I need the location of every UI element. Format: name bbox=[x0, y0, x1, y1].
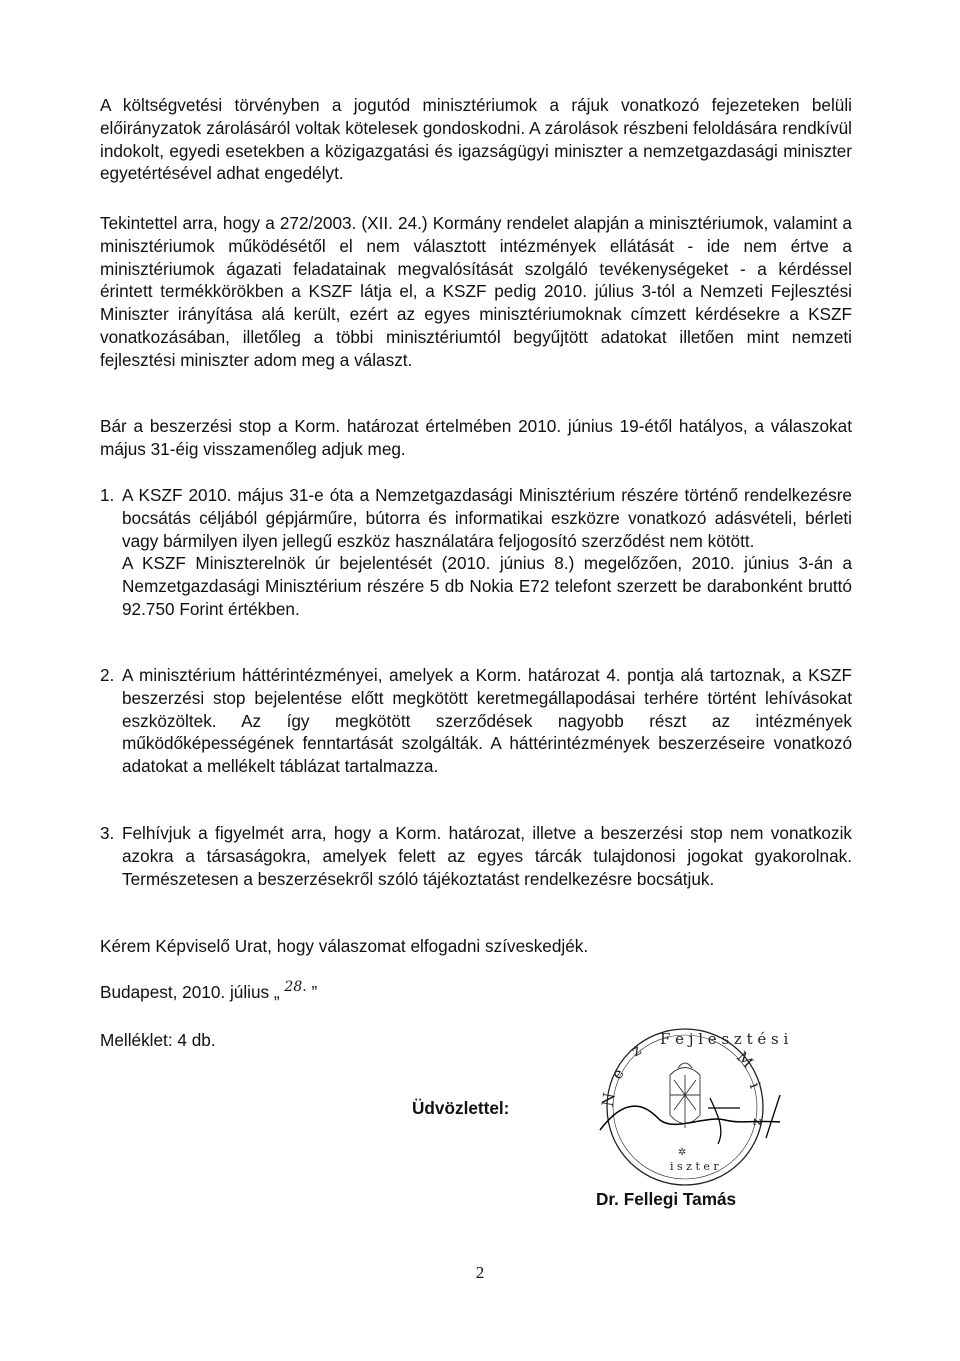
svg-text:e: e bbox=[607, 1065, 628, 1083]
svg-text:✲: ✲ bbox=[678, 1147, 687, 1158]
list-item-number: 2. bbox=[100, 665, 115, 685]
list-item-text: A KSZF 2010. május 31-e óta a Nemzetgazdasági Minisztérium részére történő rendelkezésre bocsátás céljából gépjárműre, bútorra és informatikai eszközre vonatkozó adásvételi, bérleti vagy bármilyen ilyen jellegű eszköz használatára feljogosító szerződést nem kötött. bbox=[122, 485, 852, 551]
date-line bbox=[100, 981, 317, 1006]
svg-text:F e j l e s z t é s i: F e j l e s z t é s i bbox=[660, 1030, 789, 1048]
paragraph-purchase-stop: Bár a beszerzési stop a Korm. határozat értelmében 2010. június 19-étől hatályos, a válaszokat május 31-éig visszamenőleg adjuk meg. bbox=[100, 416, 852, 459]
date-prefix: Budapest, 2010. július „ bbox=[100, 982, 280, 1002]
official-stamp-with-signature bbox=[590, 1020, 790, 1190]
list-item-text: Felhívjuk a figyelmét arra, hogy a Korm. határozat, illetve a beszerzési stop nem vonatkozik azokra a társaságokra, amelyek felett az egyes tárcák tulajdonosi jogokat gyakorolnak. Természetesen a beszerzésekről szóló tájékoztatást rendelkezésre bocsátjuk. bbox=[122, 823, 852, 889]
svg-text:i s z t e r: i s z t e r bbox=[670, 1160, 719, 1173]
svg-text:z: z bbox=[628, 1040, 645, 1061]
list-item-text: A minisztérium háttérintézményei, amelyek a Korm. határozat 4. pontja alá tartoznak, a KSZF beszerzési stop bejelentése előtt megkötött keretmegállapodásai terhére történt lehívásokat eszközöltek. Az így megkötött szerződések nagyobb részt az intézmények működőképességének fenntartását szolgálták. A háttérintézmények beszerzéseire vonatkozó adatokat a mellékelt táblázat tartalmazza. bbox=[122, 665, 852, 777]
svg-text:N: N bbox=[597, 1091, 620, 1109]
list-item-number: 3. bbox=[100, 823, 115, 843]
paragraph-budget-law: A költségvetési törvényben a jogutód minisztériumok a rájuk vonatkozó fejezeteken belüli előirányzatok zárolásáról voltak kötelesek gondoskodni. A zárolások részbeni feloldására rendkívül indokolt, egyedi esetekben a közigazgatási és igazságügyi miniszter a nemzetgazdasági miniszter egyetértésével adhat engedélyt. bbox=[100, 95, 852, 184]
list-item-3 bbox=[100, 822, 852, 890]
date-day-handwritten: 28. bbox=[284, 979, 307, 995]
svg-text:z: z bbox=[749, 1117, 767, 1127]
closing-request: Kérem Képviselő Urat, hogy válaszomat elfogadni szíveskedjék. bbox=[100, 936, 589, 956]
list-item-number: 1. bbox=[100, 485, 115, 505]
signer-name: Dr. Fellegi Tamás bbox=[596, 1189, 737, 1209]
page-number: 2 bbox=[475, 1263, 485, 1282]
svg-text:i: i bbox=[745, 1080, 765, 1091]
list-item-2 bbox=[100, 664, 852, 778]
paragraph-ksz-responsibility: Tekintettel arra, hogy a 272/2003. (XII. 24.) Kormány rendelet alapján a minisztériumok, valamint a minisztériumok működésétől el nem választott intézmények ellátását - ide nem értve a minisztériumok ágazati feladatainak megvalósítását szolgáló tevékenységeket - a kérdéssel érintett termékkörökben a KSZF látja el, a KSZF pedig 2010. július 3-tól a Nemzeti Fejlesztési Miniszter irányítása alá került, ezért az egyes minisztériumoknak címzett kérdésekre a KSZF vonatkozásában, illetőleg a többi minisztériumtól begyűjtött adatokat illetően mint nemzeti fejlesztési miniszter adom meg a választ. bbox=[100, 213, 852, 370]
date-suffix: ” bbox=[311, 982, 318, 1002]
svg-text:M: M bbox=[733, 1047, 757, 1072]
list-item-1 bbox=[100, 484, 852, 621]
greeting: Üdvözlettel: bbox=[412, 1098, 510, 1118]
list-item-text-continued: A KSZF Miniszterelnök úr bejelentését (2010. június 8.) megelőzően, 2010. június 3-án a Nemzetgazdasági Minisztérium részére 5 db Nokia E72 telefont szerzett be darabonként bruttó 92.750 Forint értékben. bbox=[122, 553, 852, 619]
attachment-note: Melléklet: 4 db. bbox=[100, 1030, 216, 1050]
